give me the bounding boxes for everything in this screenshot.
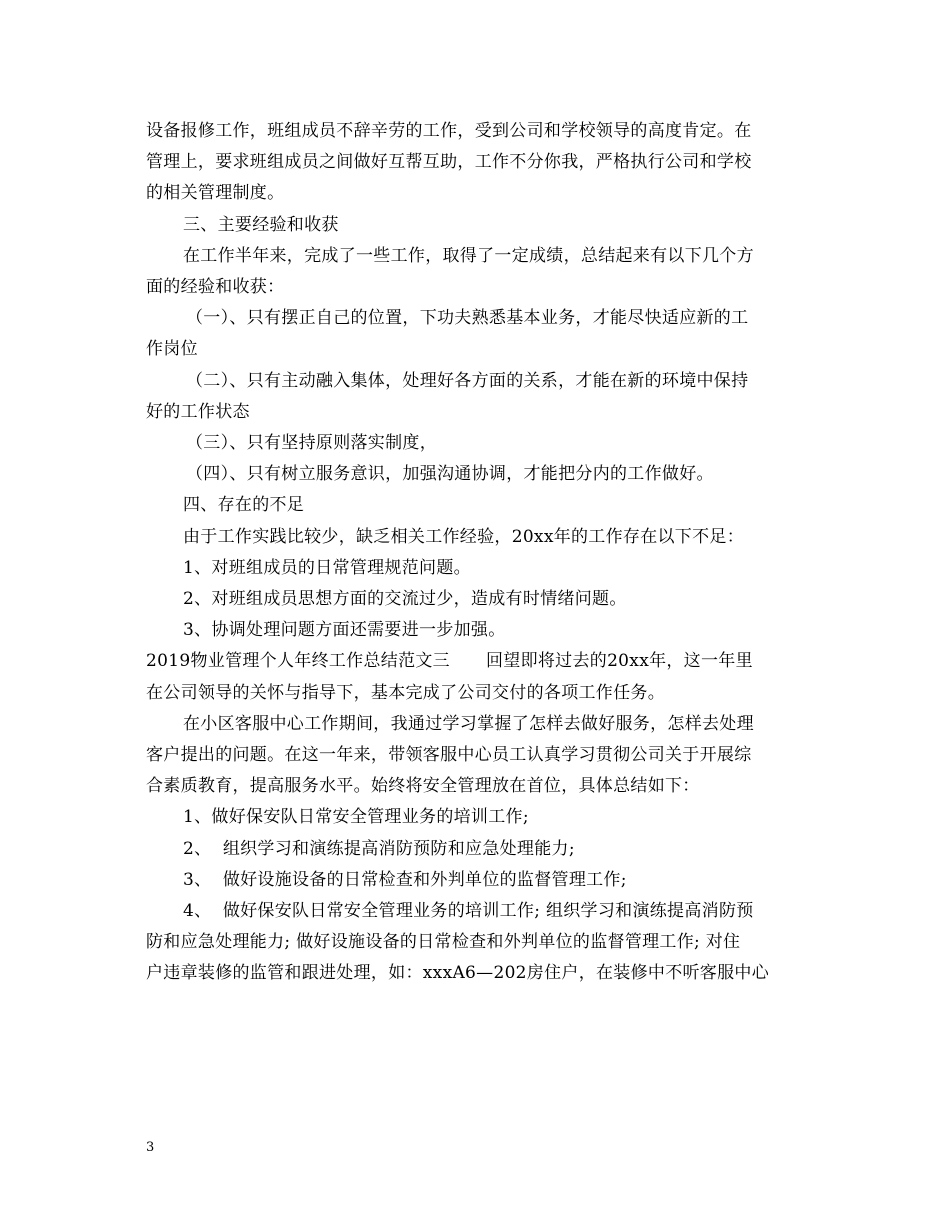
paragraph-line: 防和应急处理能力; 做好设施设备的日常检查和外判单位的监督管理工作; 对住 — [146, 932, 741, 953]
paragraph-line: 在工作半年来，完成了一些工作，取得了一定成绩，总结起来有以下几个方 — [183, 245, 754, 266]
section-heading-3: 三、主要经验和收获 — [183, 214, 339, 235]
page-number: 3 — [146, 1140, 155, 1155]
numbered-item: 3、协调处理问题方面还需要进一步加强。 — [183, 620, 506, 641]
numbered-item: 1、对班组成员的日常管理规范问题。 — [183, 557, 471, 578]
paragraph-line: 合素质教育，提高服务水平。始终将安全管理放在首位，具体总结如下： — [146, 776, 700, 797]
paragraph-line: 客户提出的问题。在这一年来，带领客服中心员工认真学习贯彻公司关于开展综 — [146, 745, 752, 766]
numbered-item: 4、 做好保安队日常安全管理业务的培训工作; 组织学习和演练提高消防预 — [183, 901, 754, 922]
list-item-1: （一）、只有摆正自己的位置，下功夫熟悉基本业务，才能尽快适应新的工 — [186, 308, 749, 329]
section-heading-4: 四、存在的不足 — [183, 495, 305, 516]
paragraph-line: 好的工作状态 — [146, 401, 250, 422]
paragraph-line: 在公司领导的关怀与指导下，基本完成了公司交付的各项工作任务。 — [146, 682, 665, 703]
list-item-2: （二）、只有主动融入集体，处理好各方面的关系，才能在新的环境中保持 — [186, 370, 749, 391]
paragraph-line: 作岗位 — [146, 339, 198, 360]
numbered-item: 2、对班组成员思想方面的交流过少，造成有时情绪问题。 — [183, 589, 627, 610]
paragraph-line: 面的经验和收获： — [146, 277, 285, 298]
list-item-3: （三）、只有坚持原则落实制度， — [186, 433, 437, 454]
article-title: 2019物业管理个人年终工作总结范文三 — [146, 651, 450, 672]
paragraph-line: 户违章装修的监管和跟进处理，如：xxxA6—202房住户，在装修中不听客服中心 — [146, 963, 770, 984]
document-body — [146, 116, 806, 990]
numbered-item: 3、 做好设施设备的日常检查和外判单位的监督管理工作; — [183, 869, 627, 890]
paragraph-line: 设备报修工作，班组成员不辞辛劳的工作，受到公司和学校领导的高度肯定。在 — [146, 121, 752, 141]
list-item-4: （四）、只有树立服务意识，加强沟通协调，才能把分内的工作做好。 — [186, 464, 714, 485]
paragraph-line: 管理上，要求班组成员之间做好互帮互助，工作不分你我，严格执行公司和学校 — [146, 152, 752, 173]
paragraph-line: 由于工作实践比较少，缺乏相关工作经验，20xx年的工作存在以下不足： — [183, 526, 745, 547]
numbered-item: 1、做好保安队日常安全管理业务的培训工作; — [183, 807, 529, 828]
paragraph-line: 在小区客服中心工作期间，我通过学习掌握了怎样去做好服务，怎样去处理 — [183, 713, 754, 734]
numbered-item: 2、 组织学习和演练提高消防预防和应急处理能力; — [183, 838, 575, 859]
paragraph-line: 的相关管理制度。 — [146, 183, 285, 204]
article-intro: 回望即将过去的20xx年，这一年里 — [485, 651, 753, 672]
article-title-line — [146, 646, 806, 677]
